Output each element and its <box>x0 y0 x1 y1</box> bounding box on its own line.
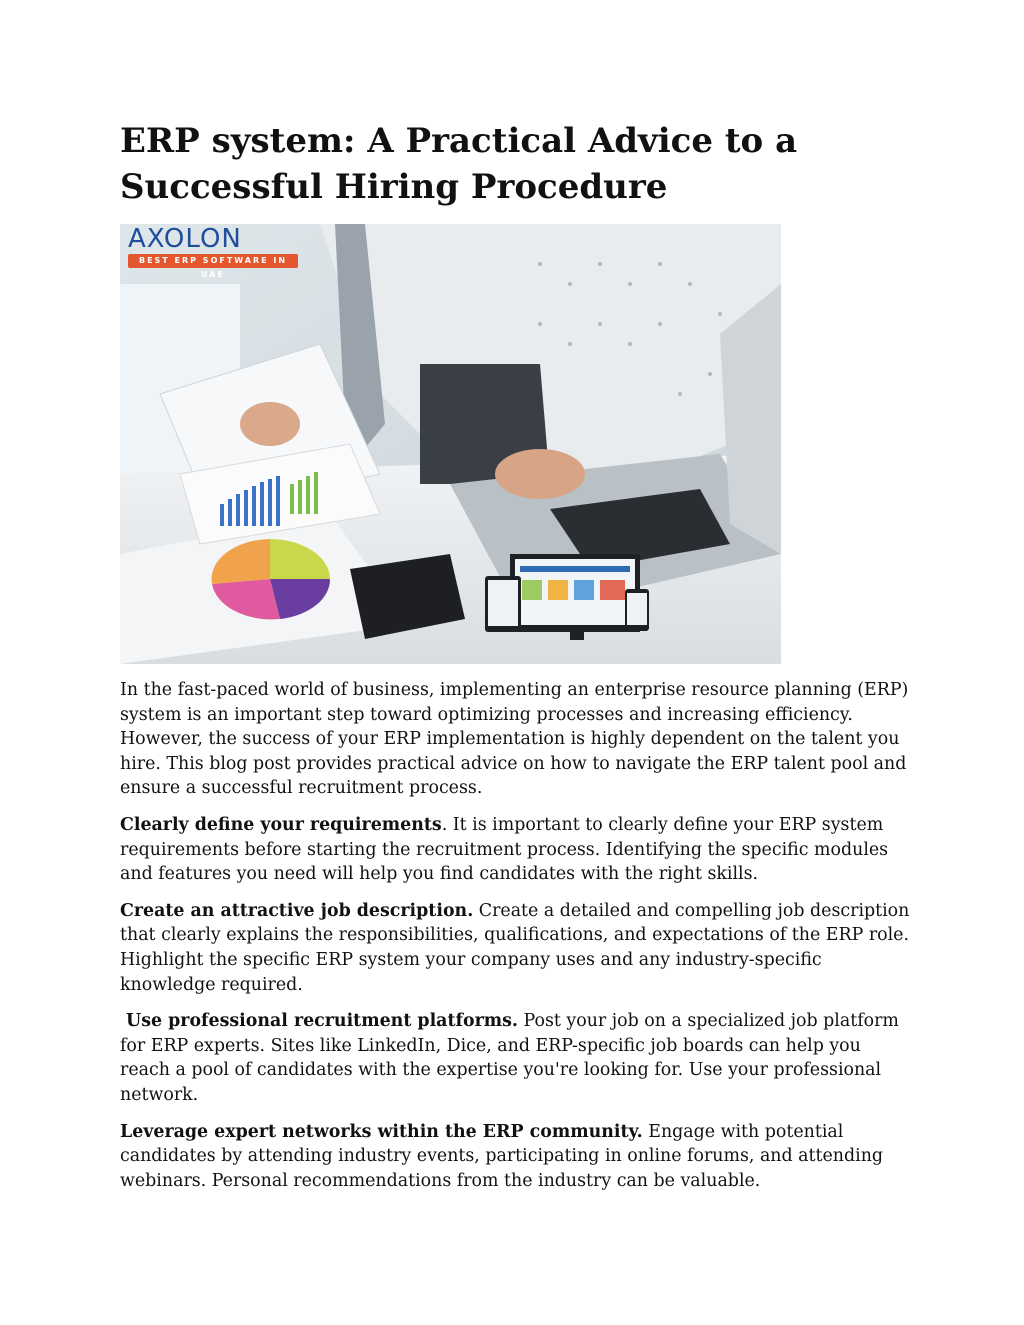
section-text: Engage with potential candidates by attending industry events, participating in online forums, and attending webinars. Personal recommendations from the industry can be valuable. <box>120 1121 884 1191</box>
section-heading: Leverage expert networks within the ERP community. <box>120 1121 643 1142</box>
section-paragraph <box>120 813 910 887</box>
section-paragraph <box>120 1120 910 1194</box>
article-body <box>120 678 910 1205</box>
logo-tagline: BEST ERP SOFTWARE IN UAE <box>128 254 298 268</box>
section-heading: Clearly define your requirements <box>120 814 442 835</box>
intro-paragraph: In the fast-paced world of business, implementing an enterprise resource planning (ERP) system is an important step toward optimizing processes and increasing efficiency. However, the success of your ERP implementation is highly dependent on the talent you hire. This blog post provides practical advice on how to navigate the ERP talent pool and ensure a successful recruitment process. <box>120 680 909 799</box>
section-paragraph <box>120 899 910 997</box>
section-text: It is important to clearly define your ERP system requirements before starting the recruitment process. Identifying the specific modules and features you need will help you find candidates with the right skills. <box>120 814 889 885</box>
section-heading: Create an attractive job description. <box>120 900 474 921</box>
office-photo <box>120 224 781 664</box>
section-paragraph <box>120 1009 910 1107</box>
logo-wordmark: AXOLON <box>128 224 242 254</box>
hero-banner-image <box>120 224 781 664</box>
page-title: ERP system: A Practical Advice to a Successful Hiring Procedure <box>120 121 798 207</box>
section-heading: Use professional recruitment platforms. <box>120 1011 518 1032</box>
section-separator: . <box>441 814 448 835</box>
section-text: Post your job on a specialized job platform for ERP experts. Sites like LinkedIn, Dice, and ERP-specific job boards can help you reach a pool of candidates with the expertise you're looking for. Use your professional network. <box>120 1011 899 1105</box>
section-text: Create a detailed and compelling job description that clearly explains the responsibilities, qualifications, and expectations of the ERP role. Highlight the specific ERP system your company uses and any industry-specific knowledge required. <box>120 900 910 995</box>
axolon-logo <box>126 224 306 279</box>
